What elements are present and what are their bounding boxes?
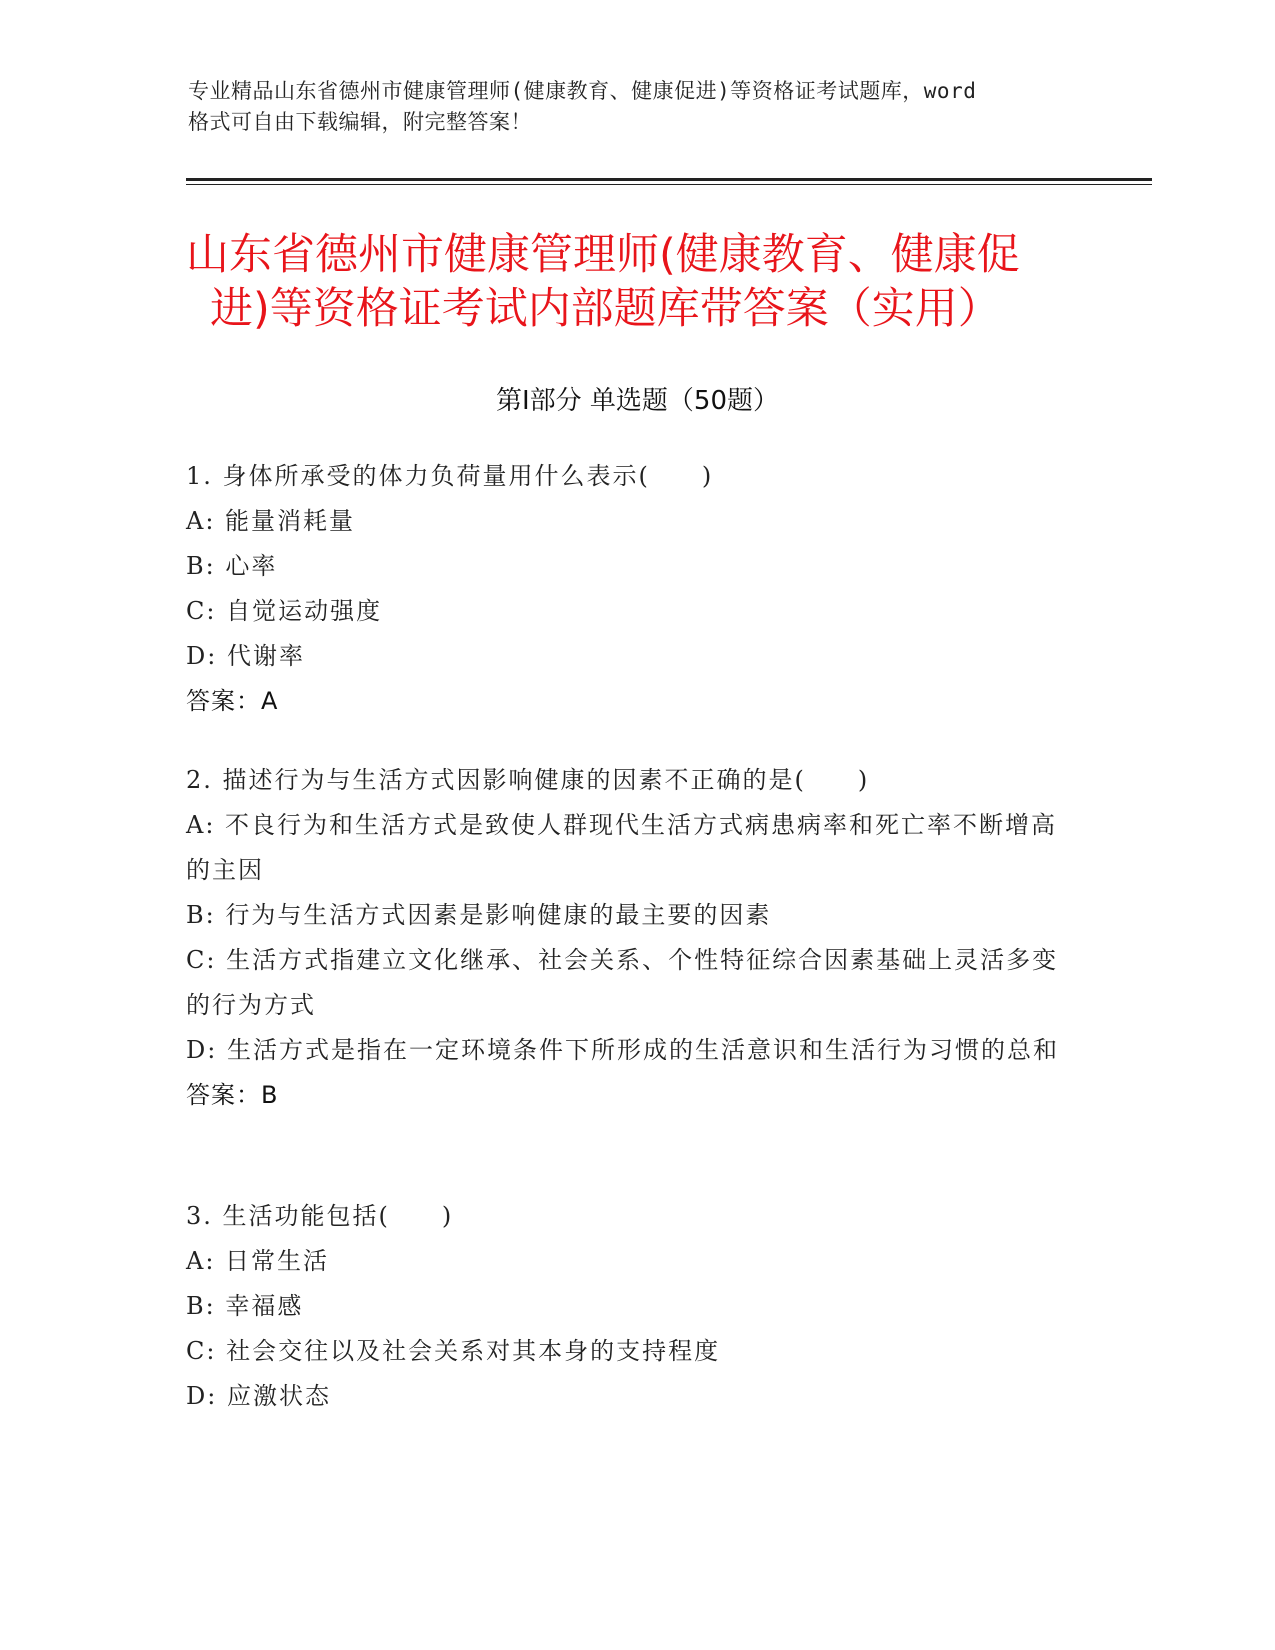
option-d: D: 生活方式是指在一定环境条件下所形成的生活意识和生活行为习惯的总和 xyxy=(186,1036,1059,1064)
option-d: D: 应激状态 xyxy=(186,1382,331,1410)
question-stem: 1. 身体所承受的体力负荷量用什么表示( ) xyxy=(186,462,714,490)
header-line-2: 格式可自由下载编辑，附完整答案！ xyxy=(188,110,532,134)
answer: 答案：A xyxy=(186,687,279,715)
section-title: 第Ⅰ部分 单选题（50题） xyxy=(495,386,780,416)
option-a: A: 能量消耗量 xyxy=(186,507,356,535)
question-1 xyxy=(186,454,1076,724)
option-d: D: 代谢率 xyxy=(186,642,305,670)
question-2 xyxy=(186,758,1076,1118)
header-note xyxy=(188,76,1088,138)
header-line-1: 专业精品山东省德州市健康管理师(健康教育、健康促进)等资格证考试题库，word xyxy=(188,79,977,103)
option-c: C: 社会交往以及社会关系对其本身的支持程度 xyxy=(186,1337,721,1365)
option-c: C: 生活方式指建立文化继承、社会关系、个性特征综合因素基础上灵活多变的行为方式 xyxy=(186,946,1059,1019)
option-b: B: 幸福感 xyxy=(186,1292,304,1320)
question-stem: 3. 生活功能包括( ) xyxy=(186,1202,454,1230)
question-stem: 2. 描述行为与生活方式因影响健康的因素不正确的是( ) xyxy=(186,766,870,794)
question-3 xyxy=(186,1194,1076,1419)
option-b: B: 行为与生活方式因素是影响健康的最主要的因素 xyxy=(186,901,772,929)
option-b: B: 心率 xyxy=(186,552,278,580)
option-c: C: 自觉运动强度 xyxy=(186,597,383,625)
option-a: A: 不良行为和生活方式是致使人群现代生活方式病患病率和死亡率不断增高的主因 xyxy=(186,811,1058,884)
title-line-2: 进)等资格证考试内部题库带答案（实用） xyxy=(210,284,1001,334)
header-rule-thin xyxy=(186,184,1152,185)
option-a: A: 日常生活 xyxy=(186,1247,330,1275)
document-title xyxy=(186,228,1106,336)
header-rule-thick xyxy=(186,178,1152,181)
answer: 答案：B xyxy=(186,1081,279,1109)
title-line-1: 山东省德州市健康管理师(健康教育、健康促 xyxy=(186,230,1020,280)
